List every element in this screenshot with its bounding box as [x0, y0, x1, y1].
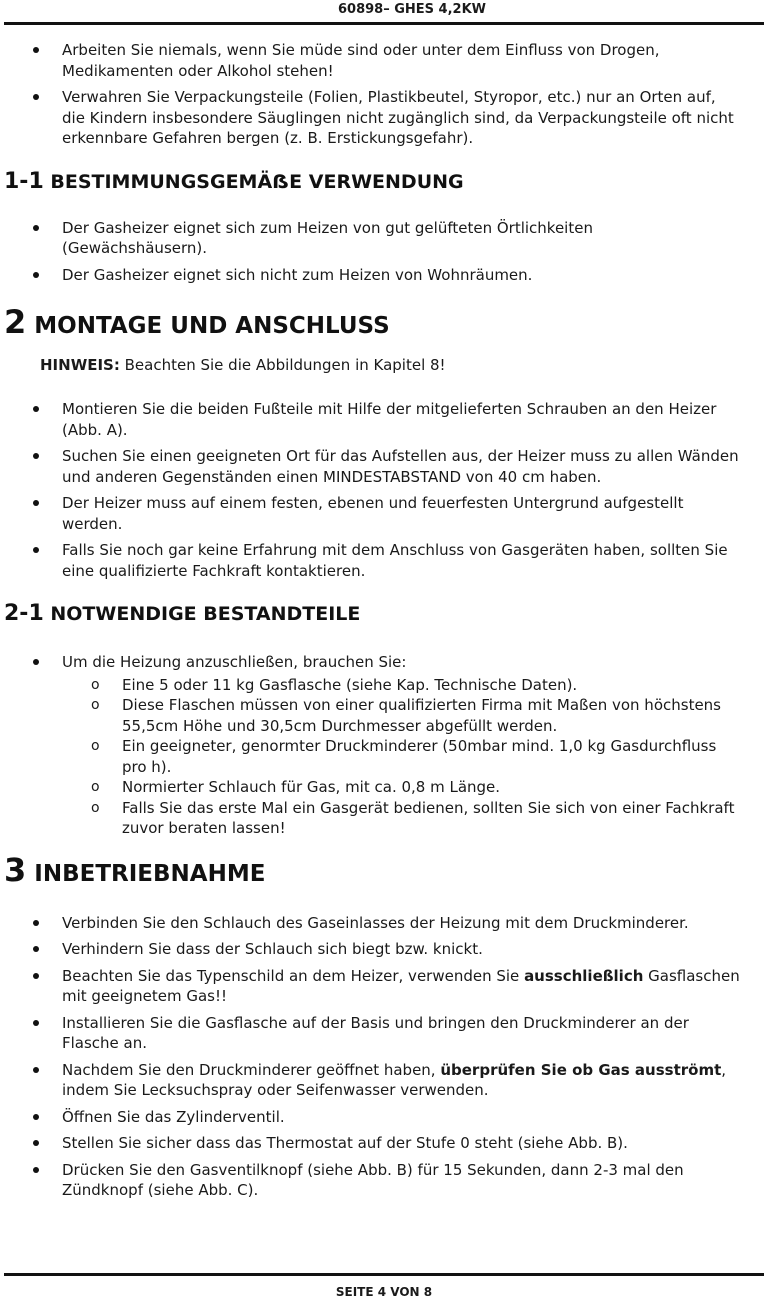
sub-list-item-text: Ein geeigneter, genormter Druckminderer (50mbar mind. 1,0 kg Gasdurchfluss pro h).: [122, 737, 717, 776]
footer-divider: [4, 1273, 764, 1276]
list-item: [0, 1107, 768, 1128]
bullet-icon: [33, 659, 39, 665]
list-item-text: Installieren Sie die Gasflasche auf der Basis und bringen den Druckminderer an der Flasche an.: [62, 1013, 689, 1052]
page-number: SEITE 4 VON 8: [335, 1285, 433, 1299]
bullet-icon: [33, 406, 39, 412]
list-item: [0, 218, 768, 259]
list-item: [0, 1133, 768, 1154]
list-item: [0, 1013, 768, 1054]
sub-list-item-text: Normierter Schlauch für Gas, mit ca. 0,8 m Länge.: [122, 778, 501, 796]
list-item: [0, 399, 768, 440]
bullet-icon: [33, 547, 39, 553]
bullet-icon: [33, 1067, 39, 1073]
bullet-icon: [33, 47, 39, 53]
list-item-text: Öffnen Sie das Zylinderventil.: [62, 1107, 285, 1126]
bullet-icon: [33, 1140, 39, 1146]
document-header-title: 60898– GHES 4,2KW: [337, 2, 486, 17]
sub-bullet-icon: o: [91, 697, 100, 713]
bullet-icon: [33, 272, 39, 278]
list-item-text: Der Gasheizer eignet sich zum Heizen von gut gelüfteten Örtlichkeiten (Gewächshäusern).: [62, 218, 593, 257]
emphasis-text: überprüfen Sie ob Gas ausströmt: [440, 1060, 722, 1079]
list-item-text: Um die Heizung anzuschließen, brauchen Sie:: [62, 653, 407, 671]
list-item-text: Verbinden Sie den Schlauch des Gaseinlasses der Heizung mit dem Druckminderer.: [62, 913, 689, 932]
sub-bullet-icon: o: [91, 738, 100, 754]
list-item-text: , indem Sie Lecksuchspray oder Seifenwasser verwenden.: [62, 1060, 727, 1099]
bullet-icon: [33, 500, 39, 506]
sub-list-item-text: Falls Sie das erste Mal ein Gasgerät bedienen, sollten Sie sich von einer Fachkraft zuvor beraten lassen!: [122, 798, 735, 837]
section-heading-2: [0, 303, 768, 341]
list-item: [0, 540, 768, 581]
bullet-icon: [33, 1114, 39, 1120]
bullet-icon: [33, 225, 39, 231]
bullet-icon: [33, 973, 39, 979]
section-title: MONTAGE UND ANSCHLUSS: [34, 313, 390, 339]
list-item-text: Verhindern Sie dass der Schlauch sich biegt bzw. knickt.: [62, 940, 483, 958]
section-title: INBETRIEBNAHME: [34, 860, 266, 887]
bullet-icon: [33, 920, 39, 926]
section-heading-1-1: [0, 169, 768, 194]
sub-list-item-text: Diese Flaschen müssen von einer qualifizierten Firma mit Maßen von höchstens 55,5cm Höhe und 30,5cm Durchmesser abgefüllt werden.: [122, 696, 721, 735]
sub-bullet-icon: o: [91, 676, 100, 693]
sub-list: [62, 675, 742, 839]
note-label: HINWEIS:: [40, 356, 120, 374]
section-2-1-bullet-list: [0, 652, 768, 839]
page-content: [0, 40, 768, 1207]
section-2-bullet-list: [0, 399, 768, 581]
list-item-text: Beachten Sie das Typenschild an dem Heizer, verwenden Sie: [62, 966, 525, 985]
list-item-text: Falls Sie noch gar keine Erfahrung mit dem Anschluss von Gasgeräten haben, sollten Sie eine qualifizierte Fachkraft kontaktieren.: [62, 541, 728, 580]
section-3-bullet-list: [0, 913, 768, 1201]
list-item: [0, 265, 768, 286]
list-item: [0, 966, 768, 1007]
sub-list-item: [62, 695, 742, 736]
list-item: [0, 939, 768, 960]
list-item: [0, 493, 768, 534]
section-heading-3: [0, 851, 768, 889]
intro-bullet-list: [0, 40, 768, 149]
list-item-text: Stellen Sie sicher dass das Thermostat auf der Stufe 0 steht (siehe Abb. B).: [62, 1134, 628, 1152]
sub-list-item: [62, 675, 742, 696]
list-item: [0, 1060, 768, 1101]
sub-list-item: [62, 798, 742, 839]
list-item-text: Verwahren Sie Verpackungsteile (Folien, Plastikbeutel, Styropor, etc.) nur an Orten auf, die Kindern insbesondere Säuglingen nicht zugänglich sind, da Verpackungsteile oft nicht erkennbare Gefahren bergen (z. B. Erstickungsgefahr).: [62, 88, 734, 147]
list-item: [0, 652, 768, 839]
list-item: [0, 40, 768, 81]
list-item-text: Drücken Sie den Gasventilknopf (siehe Abb. B) für 15 Sekunden, dann 2-3 mal den Zündknopf (siehe Abb. C).: [62, 1160, 684, 1199]
bullet-icon: [33, 946, 39, 952]
section-heading-2-1: [0, 601, 768, 626]
emphasis-text: ausschließlich: [524, 966, 644, 985]
note-text: Beachten Sie die Abbildungen in Kapitel 8!: [119, 356, 446, 374]
list-item: [0, 446, 768, 487]
bullet-icon: [33, 453, 39, 459]
note-hint: [0, 355, 768, 375]
list-item: [0, 1160, 768, 1201]
list-item-text: Nachdem Sie den Druckminderer geöffnet haben,: [62, 1060, 441, 1079]
header-divider: [4, 22, 764, 25]
section-title: BESTIMMUNGSGEMÄẞE VERWENDUNG: [50, 170, 464, 193]
list-item-text: Der Heizer muss auf einem festen, ebenen und feuerfesten Untergrund aufgestellt werden.: [62, 494, 684, 533]
list-item-text: Montieren Sie die beiden Fußteile mit Hilfe der mitgelieferten Schrauben an den Heizer (Abb. A).: [62, 400, 717, 439]
list-item-text: Gasflaschen mit geeignetem Gas!!: [62, 966, 740, 1005]
list-item: [0, 87, 768, 149]
section-number: 1-1: [4, 168, 44, 194]
section-number: 2-1: [4, 601, 44, 626]
section-title: NOTWENDIGE BESTANDTEILE: [50, 603, 361, 625]
sub-list-item: [62, 736, 742, 777]
list-item: [0, 913, 768, 934]
bullet-icon: [33, 1020, 39, 1026]
list-item-text: Der Gasheizer eignet sich nicht zum Heizen von Wohnräumen.: [62, 265, 533, 284]
bullet-icon: [33, 1167, 39, 1173]
section-number: 3: [4, 850, 27, 889]
list-item-text: Suchen Sie einen geeigneten Ort für das Aufstellen aus, der Heizer muss zu allen Wänden und anderen Gegenständen einen MINDESTABSTAND von 40 cm haben.: [62, 447, 739, 486]
section-1-1-bullet-list: [0, 218, 768, 286]
sub-list-item: [62, 777, 742, 798]
sub-bullet-icon: o: [91, 779, 100, 795]
section-number: 2: [4, 303, 27, 341]
bullet-icon: [33, 94, 39, 100]
list-item-text: Arbeiten Sie niemals, wenn Sie müde sind oder unter dem Einfluss von Drogen, Medikamenten oder Alkohol stehen!: [62, 41, 660, 80]
sub-list-item-text: Eine 5 oder 11 kg Gasflasche (siehe Kap. Technische Daten).: [122, 675, 578, 694]
sub-bullet-icon: o: [91, 799, 100, 816]
